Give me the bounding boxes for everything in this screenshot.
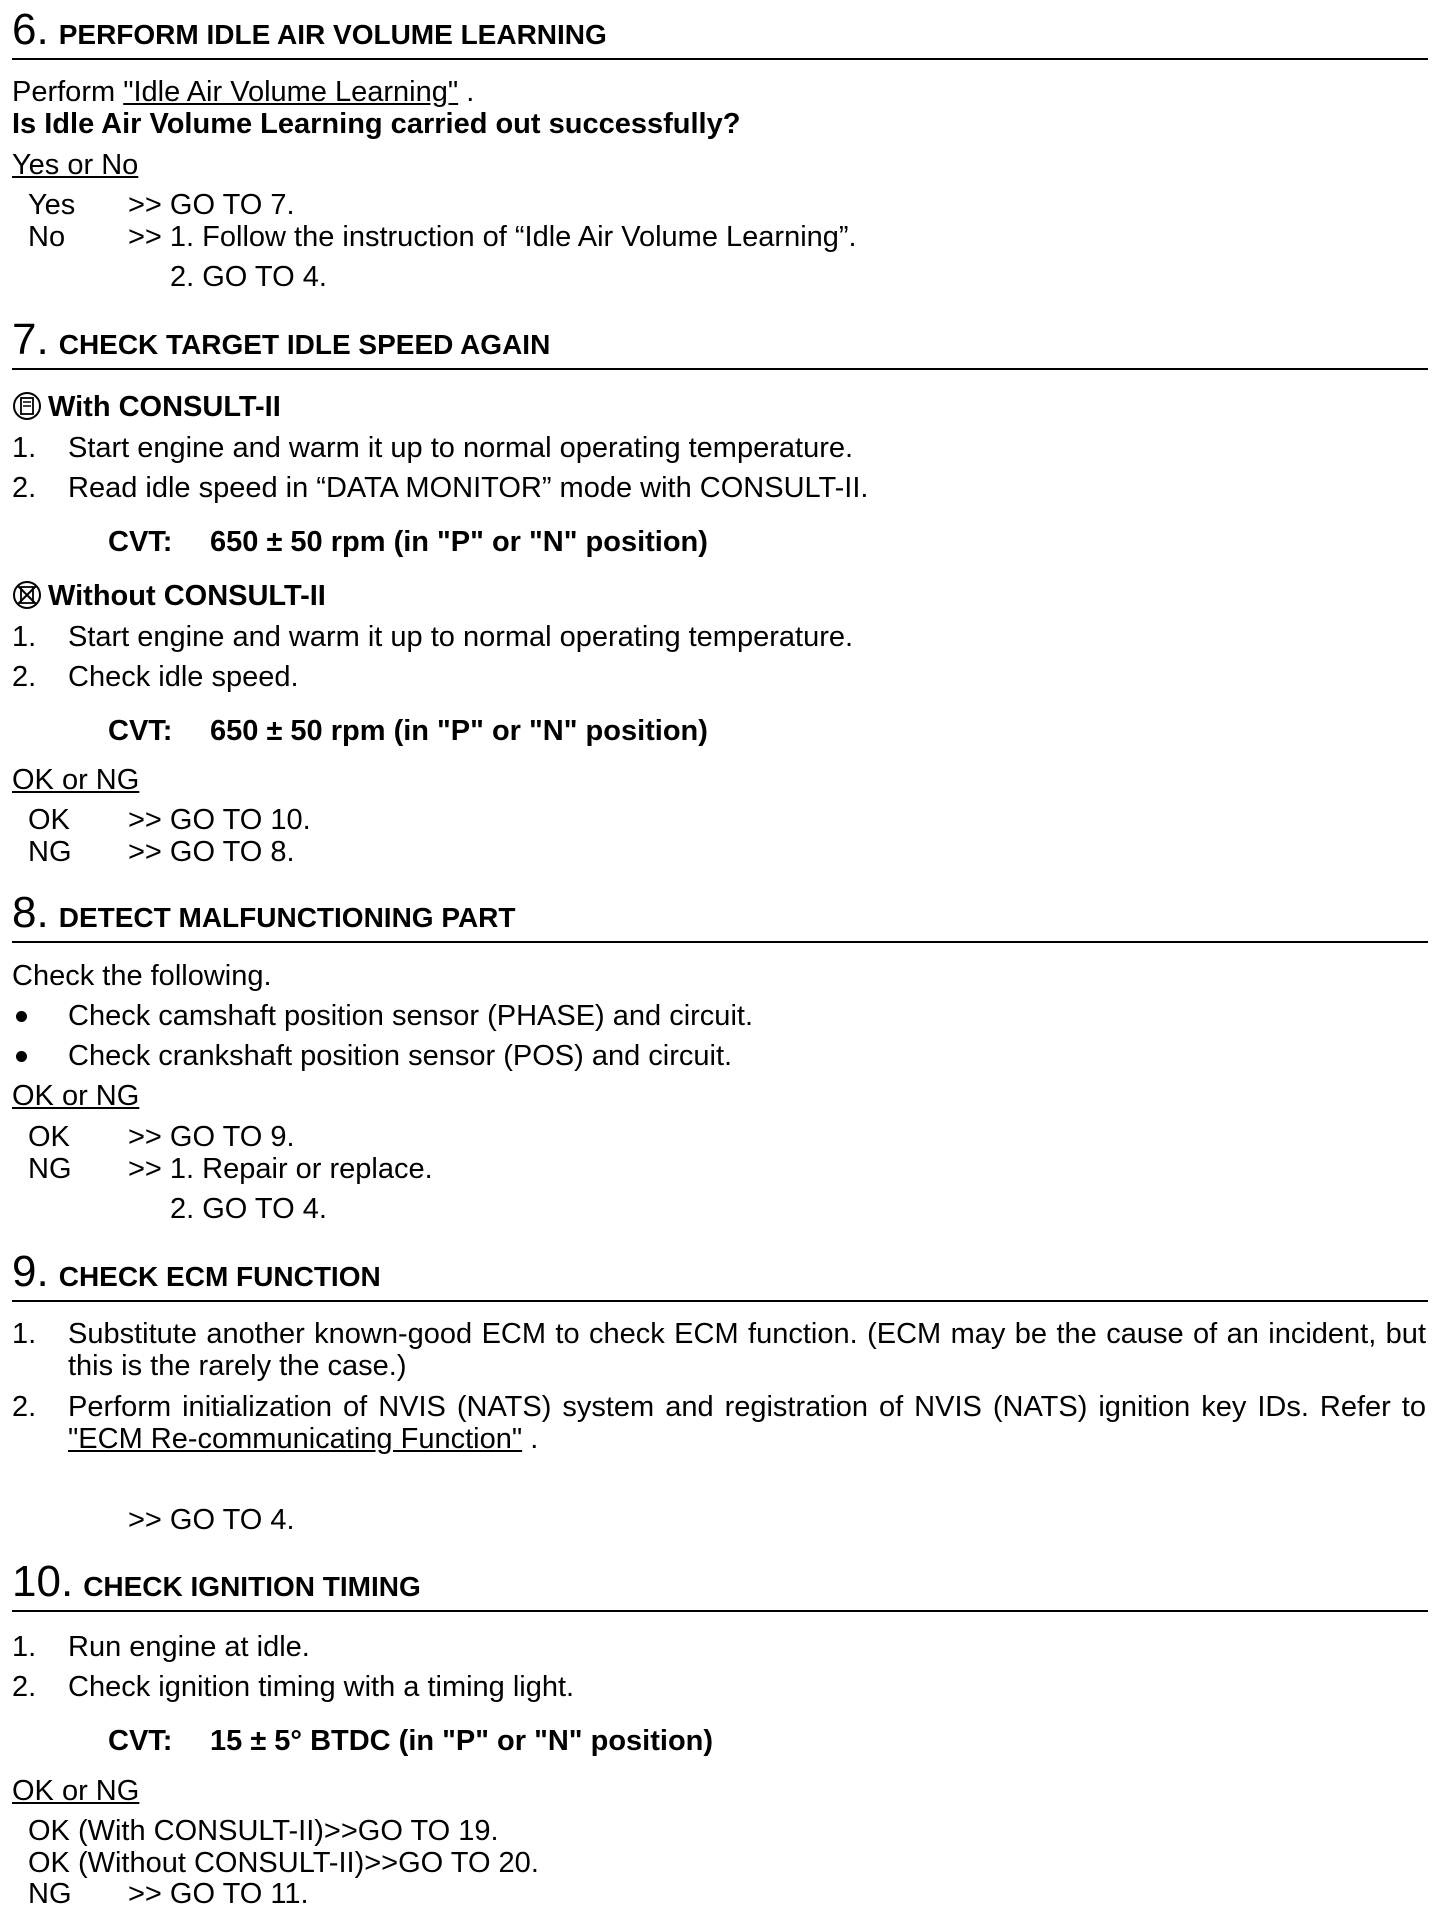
perform-line: Perform "Idle Air Volume Learning" . — [12, 76, 475, 108]
choice-label: OK or NG — [12, 1775, 140, 1807]
check-intro: Check the following. — [12, 960, 272, 992]
step-title: CHECK IGNITION TIMING — [83, 1571, 421, 1602]
goto-line: >> GO TO 4. — [128, 1504, 295, 1536]
option-ng-key: NG — [28, 1878, 72, 1910]
option-no-value: >> 1. Follow the instruction of “Idle Air Volume Learning”. — [128, 221, 857, 253]
spec-line: CVT: 650 ± 50 rpm (in "P" or "N" position) — [108, 526, 708, 558]
step-title: CHECK TARGET IDLE SPEED AGAIN — [58, 329, 551, 360]
option-no-subitem: 2. GO TO 4. — [170, 261, 327, 293]
option-ok-value: >> GO TO 9. — [128, 1121, 295, 1153]
option-ok-key: OK — [28, 1121, 70, 1153]
option-ng-key: NG — [28, 1153, 72, 1185]
step-number: 10 — [12, 1557, 61, 1606]
item-number: 2. — [12, 661, 37, 693]
ecm-item-1: Substitute another known-good ECM to check ECM function. (ECM may be the cause of an incident, but this is the rarely the case.) — [68, 1318, 1426, 1383]
step-number: 9 — [12, 1247, 37, 1296]
step-6-header: 6 . PERFORM IDLE AIR VOLUME LEARNING — [12, 8, 1428, 60]
question: Is Idle Air Volume Learning carried out successfully? — [12, 108, 741, 140]
timing-item: Check ignition timing with a timing light. — [68, 1671, 575, 1703]
item-number: 2. — [12, 472, 37, 504]
step-9-header: 9 . CHECK ECM FUNCTION — [12, 1250, 1428, 1302]
step-title: PERFORM IDLE AIR VOLUME LEARNING — [58, 19, 607, 50]
step-number: 8 — [12, 888, 37, 937]
option-ng-key: NG — [28, 836, 72, 868]
with-item: Read idle speed in “DATA MONITOR” mode with CONSULT-II. — [68, 472, 869, 504]
item-number: 1. — [12, 432, 37, 464]
item-number: 1. — [12, 621, 37, 653]
ecm-recommunicating-link[interactable]: "ECM Re-communicating Function" — [68, 1423, 523, 1456]
item-number: 2. — [12, 1391, 37, 1423]
option-yes-value: >> GO TO 7. — [128, 189, 295, 221]
step-title: CHECK ECM FUNCTION — [58, 1261, 381, 1292]
step-title: DETECT MALFUNCTIONING PART — [58, 902, 516, 933]
idle-air-learning-link[interactable]: "Idle Air Volume Learning" — [123, 76, 459, 108]
choice-label: Yes or No — [12, 149, 139, 181]
item-number: 1. — [12, 1631, 37, 1663]
option-no-key: No — [28, 221, 66, 253]
no-consult-icon — [12, 580, 42, 610]
option-ng-value: >> 1. Repair or replace. — [128, 1153, 433, 1185]
bullet-item: Check camshaft position sensor (PHASE) and circuit. — [68, 1000, 753, 1032]
step-10-header: 10 . CHECK IGNITION TIMING — [12, 1560, 1428, 1612]
option-ng-value: >> GO TO 8. — [128, 836, 295, 868]
without-item: Check idle speed. — [68, 661, 299, 693]
step-number: 7 — [12, 315, 37, 364]
bullet-dot — [16, 1051, 27, 1062]
option-ok-key: OK — [28, 804, 70, 836]
choice-label: OK or NG — [12, 764, 140, 796]
option-ok-with: OK (With CONSULT-II)>>GO TO 19. — [28, 1815, 499, 1847]
spec-line: CVT: 650 ± 50 rpm (in "P" or "N" position) — [108, 715, 708, 747]
bullet-item: Check crankshaft position sensor (POS) and circuit. — [68, 1040, 733, 1072]
without-item: Start engine and warm it up to normal operating temperature. — [68, 621, 854, 653]
option-yes-key: Yes — [28, 189, 76, 221]
with-consult-heading: With CONSULT-II — [12, 391, 281, 424]
step-8-header: 8 . DETECT MALFUNCTIONING PART — [12, 891, 1428, 943]
choice-label: OK or NG — [12, 1080, 140, 1112]
with-item: Start engine and warm it up to normal operating temperature. — [68, 432, 854, 464]
timing-item: Run engine at idle. — [68, 1631, 310, 1663]
option-ng-subitem: 2. GO TO 4. — [170, 1193, 327, 1225]
bullet-dot — [16, 1011, 27, 1022]
step-number: 6 — [12, 5, 37, 54]
option-ok-value: >> GO TO 10. — [128, 804, 311, 836]
spec-line: CVT: 15 ± 5° BTDC (in "P" or "N" position) — [108, 1725, 714, 1757]
item-number: 2. — [12, 1671, 37, 1703]
option-ng-value: >> GO TO 11. — [128, 1878, 309, 1910]
step-7-header: 7 . CHECK TARGET IDLE SPEED AGAIN — [12, 318, 1428, 370]
ecm-item-2: Perform initialization of NVIS (NATS) system and registration of NVIS (NATS) ignition key IDs. Refer to "ECM Re-communicating Function" . — [68, 1391, 1426, 1456]
consult-icon — [12, 391, 42, 421]
option-ok-without: OK (Without CONSULT-II)>>GO TO 20. — [28, 1847, 539, 1879]
item-number: 1. — [12, 1318, 37, 1350]
without-consult-heading: Without CONSULT-II — [12, 580, 326, 613]
